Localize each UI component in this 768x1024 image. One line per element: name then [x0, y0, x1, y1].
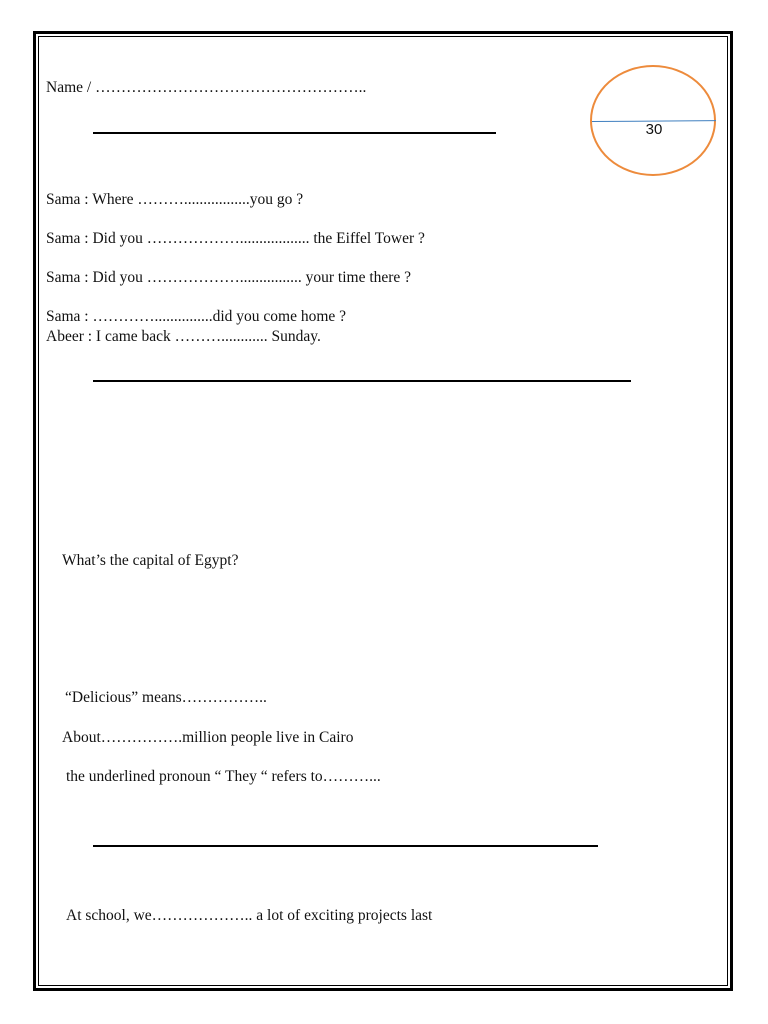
- reading-item-2: About…………….million people live in Cairo: [62, 729, 354, 746]
- section-divider-2: [93, 380, 631, 382]
- dialogue-line-4: Sama : …………...............did you come home ?: [46, 308, 347, 325]
- section-divider-1: [93, 132, 496, 134]
- reading-question: What’s the capital of Egypt?: [62, 552, 239, 569]
- name-field: Name / ……………………………………………..: [46, 79, 367, 96]
- dialogue-line-3: Sama : Did you ………………................ your time there ?: [46, 269, 412, 286]
- dialogue-line-2: Sama : Did you ……………….................. the Eiffel Tower ?: [46, 230, 425, 247]
- page-border: [33, 31, 733, 991]
- grammar-sentence: At school, we……………….. a lot of exciting projects last: [66, 907, 433, 924]
- reading-item-1: “Delicious” means……………..: [65, 689, 267, 706]
- reading-item-3: the underlined pronoun “ They “ refers to………...: [66, 768, 381, 785]
- dialogue-line-5: Abeer : I came back ………............ Sunday.: [46, 328, 321, 345]
- section-divider-3: [93, 845, 598, 847]
- score-value: 30: [645, 121, 663, 138]
- dialogue-line-1: Sama : Where ……….................you go ?: [46, 191, 304, 208]
